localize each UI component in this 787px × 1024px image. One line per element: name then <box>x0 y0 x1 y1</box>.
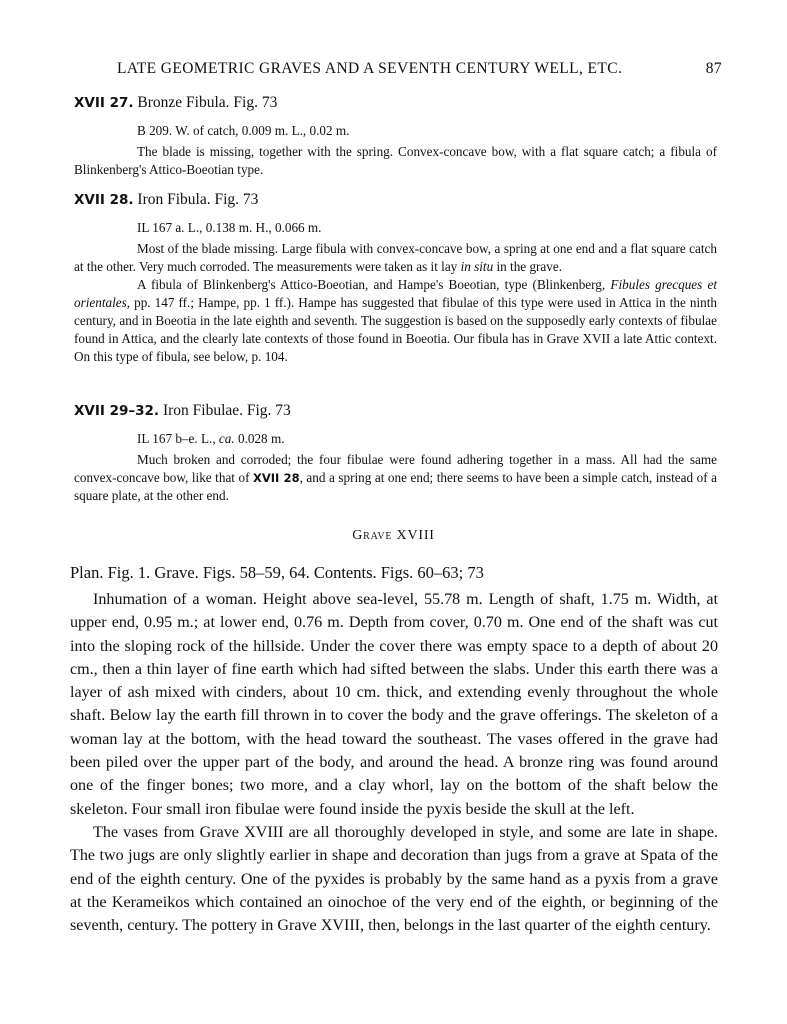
entry-title: Iron Fibula. Fig. 73 <box>137 191 259 208</box>
entry-heading-xvii-27 <box>74 94 277 112</box>
section-title: Grave XVIII <box>352 528 435 543</box>
entry-meta: IL 167 a. L., 0.138 m. H., 0.066 m. <box>137 220 322 235</box>
body-text <box>70 588 718 937</box>
plan-line: Plan. Fig. 1. Grave. Figs. 58–59, 64. Contents. Figs. 60–63; 73 <box>70 563 484 582</box>
entry-paragraph: Much broken and corroded; the four fibulae were found adhering together in a mass. All had the same convex-concave bow, like that of XVII 28, and a spring at one end; there seems to have been a simple catch, instead of a square plate, at the other end. <box>74 452 717 503</box>
running-title: LATE GEOMETRIC GRAVES AND A SEVENTH CENTURY WELL, ETC. <box>117 60 623 77</box>
entry-heading-xvii-28 <box>74 191 258 209</box>
entry-body-xvii-28 <box>74 219 717 366</box>
cross-reference: XVII 28 <box>253 471 300 485</box>
entry-paragraph: A fibula of Blinkenberg's Attico-Boeotian, and Hampe's Boeotian, type (Blinkenberg, Fibules grecques et orientales, pp. 147 ff.; Hampe, pp. 1 ff.). Hampe has suggested that fibulae of this type were used in Attica in the ninth century, and in Boeotia in the late eighth and seventh. The suggestion is based on the supposedly early contexts of fibulae found in Attica, and the clearly late contexts of those found in Boeotia. Our fibula has in Grave XVII a late Attic context. On this type of fibula, see below, p. 104. <box>74 277 717 364</box>
entry-heading-xvii-29-32 <box>74 402 291 420</box>
entry-body-xvii-29-32 <box>74 430 717 505</box>
entry-title: Iron Fibulae. Fig. 73 <box>162 402 291 419</box>
running-header <box>117 60 722 82</box>
entry-number: XVII 28. <box>74 192 134 208</box>
entry-body-xvii-27 <box>74 122 717 179</box>
entry-paragraph: The blade is missing, together with the spring. Convex-concave bow, with a flat square catch; a fibula of Blinkenberg's Attico-Boeotian type. <box>74 144 717 177</box>
body-paragraph: The vases from Grave XVIII are all thoroughly developed in style, and some are late in shape. The two jugs are only slightly earlier in shape and decoration than jugs from a grave at Spata of the end of the eighth century. One of the pyxides is probably by the same hand as a pyxis from a grave at the Kerameikos which contained an oinochoe of the very end of the eighth, or beginning of the seventh, century. The pottery in Grave XVIII, then, belongs in the last quarter of the eighth century. <box>70 823 718 935</box>
entry-number: XVII 27. <box>74 95 134 111</box>
entry-meta: B 209. W. of catch, 0.009 m. L., 0.02 m. <box>137 123 350 138</box>
body-paragraph: Inhumation of a woman. Height above sea-level, 55.78 m. Length of shaft, 1.75 m. Width, at upper end, 0.95 m.; at lower end, 0.76 m. Depth from cover, 0.70 m. One end of the shaft was cut into the sloping rock of the hillside. Under the cover there was empty space to a depth of about 20 cm., then a thin layer of fine earth which had sifted between the slabs. Under this earth there was a layer of ash mixed with cinders, about 10 cm. thick, and extending evenly throughout the whole shaft. Below lay the earth fill thrown in to cover the body and the grave offerings. The skeleton of a woman lay at the bottom, with the head toward the southeast. The vases offered in the grave had been piled over the upper part of the body, and around the head. A bronze ring was found around one of the finger bones; two more, and a clay whorl, lay on the bottom of the shaft below the skeleton. Four small iron fibulae were found inside the pyxis beside the skull at the left. <box>70 591 718 818</box>
entry-number: XVII 29–32. <box>74 403 160 419</box>
page-number: 87 <box>705 60 722 77</box>
entry-paragraph: Most of the blade missing. Large fibula with convex-concave bow, a spring at one end and a flat square catch at the other. Very much corroded. The measurements were taken as it lay in situ in the grave. <box>74 241 717 274</box>
entry-title: Bronze Fibula. Fig. 73 <box>137 94 278 111</box>
entry-meta: IL 167 b–e. L., ca. 0.028 m. <box>137 431 285 446</box>
